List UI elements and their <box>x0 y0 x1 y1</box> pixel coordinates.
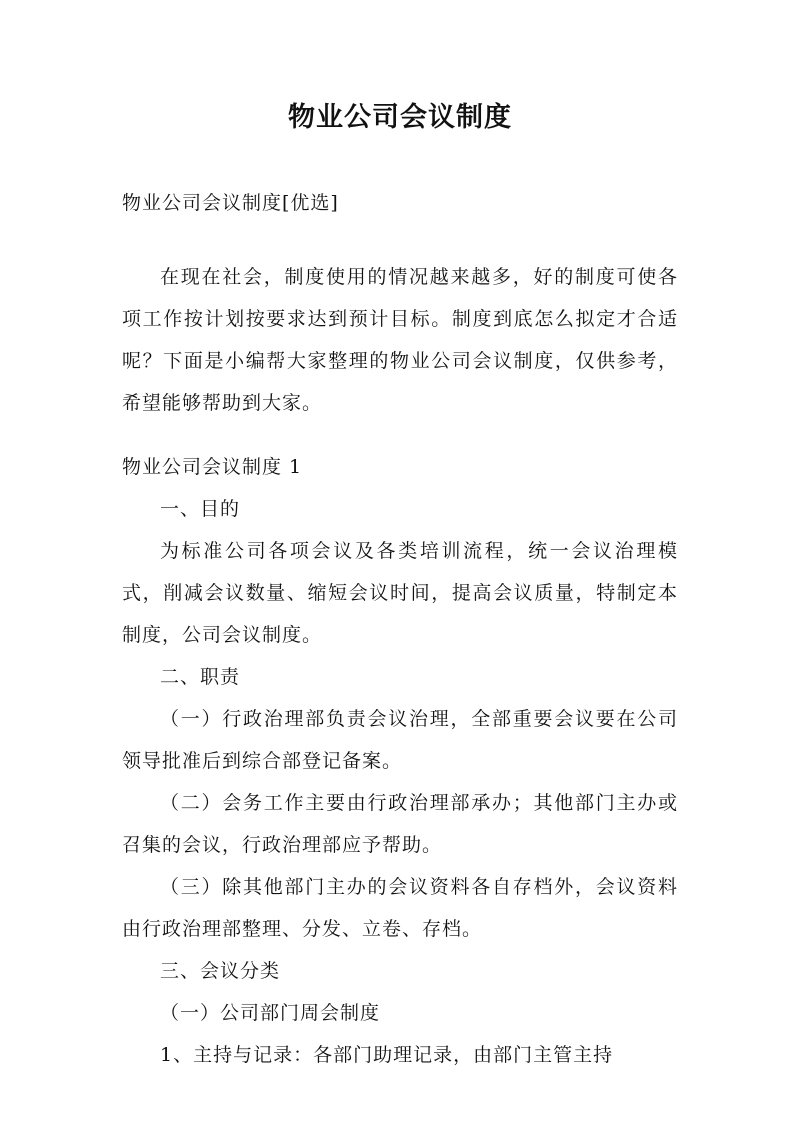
intro-paragraph: 在现在社会，制度使用的情况越来越多，好的制度可使各项工作按计划按要求达到预计目标。制度到底怎么拟定才合适呢？下面是小编帮大家整理的物业公司会议制度，仅供参考，希望能够帮助到大家。 <box>122 266 678 414</box>
subheading-weekly-meeting: （一）公司部门周会制度 <box>160 1002 381 1024</box>
paragraph-duty-1: （一）行政治理部负责会议治理，全部重要会议要在公司领导批准后到综合部登记备案。 <box>122 708 678 772</box>
heading-meeting-types: 三、会议分类 <box>160 960 281 982</box>
paragraph-host-record: 1、主持与记录：各部门助理记录，由部门主管主持 <box>160 1044 614 1066</box>
paragraph-duty-3: （三）除其他部门主办的会议资料各自存档外，会议资料由行政治理部整理、分发、立卷、存档。 <box>122 876 678 940</box>
intro-block <box>122 256 678 424</box>
body-block <box>122 446 678 1076</box>
document-title: 物业公司会议制度 <box>288 102 512 133</box>
section-title: 物业公司会议制度 1 <box>122 456 303 478</box>
heading-purpose: 一、目的 <box>160 498 241 520</box>
paragraph-purpose: 为标准公司各项会议及各类培训流程，统一会议治理模式，削减会议数量、缩短会议时间，提高会议质量，特制定本制度，公司会议制度。 <box>122 540 678 646</box>
document-subtitle: 物业公司会议制度[优选] <box>122 192 339 214</box>
paragraph-duty-2: （二）会务工作主要由行政治理部承办；其他部门主办或召集的会议，行政治理部应予帮助。 <box>122 792 678 856</box>
heading-duties: 二、职责 <box>160 666 241 688</box>
